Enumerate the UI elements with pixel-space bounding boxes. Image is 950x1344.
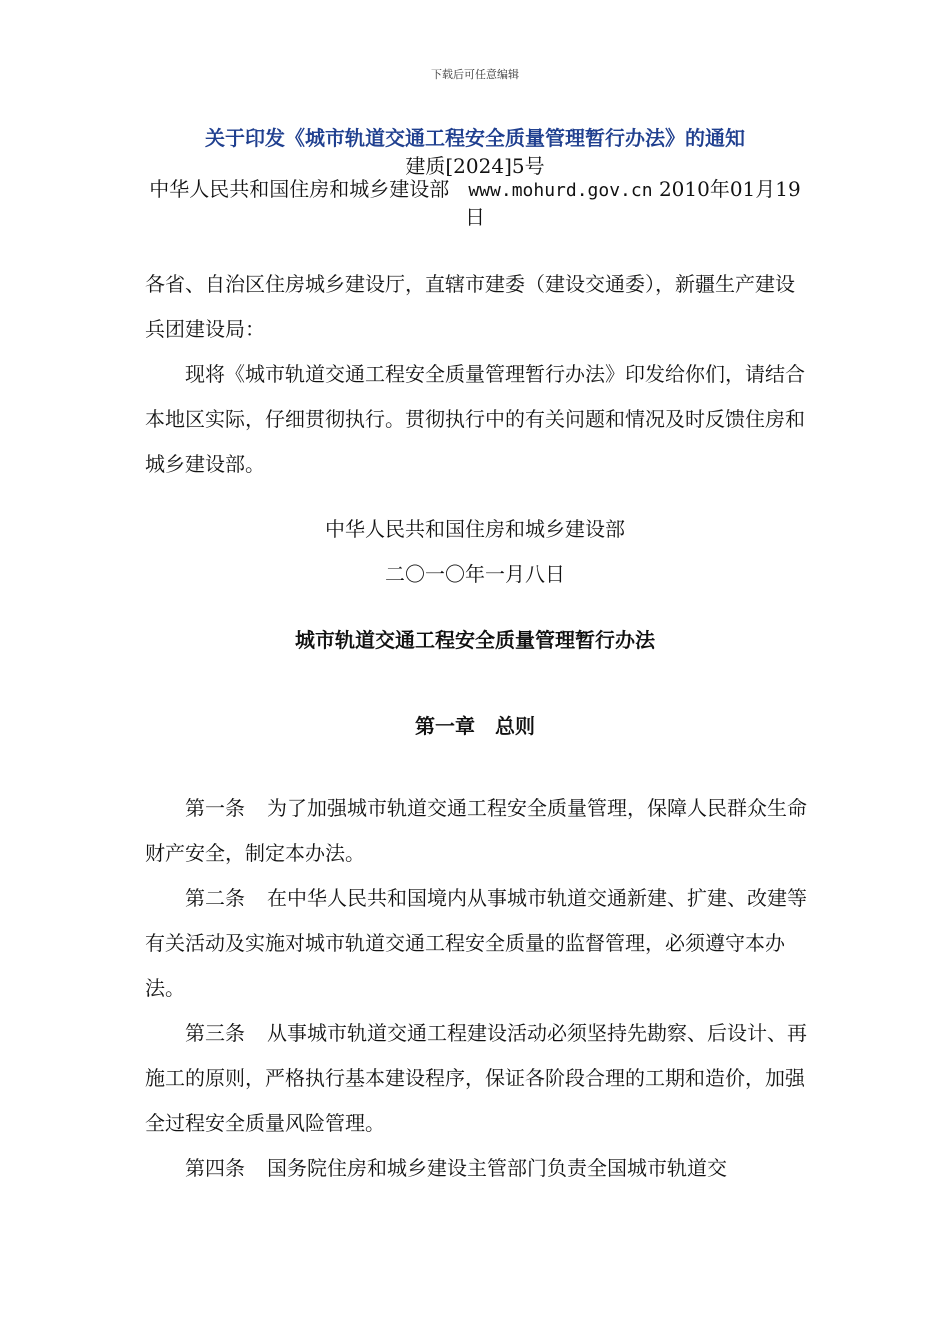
article-item bbox=[145, 876, 807, 1011]
source-url[interactable]: www.mohurd.gov.cn bbox=[468, 180, 653, 201]
source-date: 2010年01月19日 bbox=[465, 177, 801, 229]
article-text: 从事城市轨道交通工程建设活动必须坚持先勘察、后设计、再施工的原则，严格执行基本建设程序，保证各阶段合理的工期和造价，加强全过程安全质量风险管理。 bbox=[145, 1021, 807, 1135]
article-label: 第一条 bbox=[185, 796, 245, 820]
article-text: 在中华人民共和国境内从事城市轨道交通新建、扩建、改建等有关活动及实施对城市轨道交通工程安全质量的监督管理，必须遵守本办法。 bbox=[145, 886, 807, 1000]
source-org: 中华人民共和国住房和城乡建设部 bbox=[149, 177, 450, 201]
document-number: 建质[2024]5号 bbox=[405, 154, 545, 178]
recipients-text: 各省、自治区住房城乡建设厅，直辖市建委（建设交通委），新疆生产建设兵团建设局： bbox=[145, 272, 795, 341]
article-item bbox=[145, 786, 807, 876]
notice-body-text: 现将《城市轨道交通工程安全质量管理暂行办法》印发给你们，请结合本地区实际，仔细贯彻执行。贯彻执行中的有关问题和情况及时反馈住房和城乡建设部。 bbox=[145, 362, 805, 476]
recipients-paragraph bbox=[145, 262, 807, 487]
article-item bbox=[145, 1011, 807, 1146]
signature-org: 中华人民共和国住房和城乡建设部 bbox=[325, 517, 625, 541]
article-label: 第二条 bbox=[185, 886, 245, 910]
article-text: 为了加强城市轨道交通工程安全质量管理，保障人民群众生命财产安全，制定本办法。 bbox=[145, 796, 807, 865]
chapter-heading: 第一章 总则 bbox=[415, 714, 535, 738]
article-label: 第四条 bbox=[185, 1156, 245, 1180]
document-source bbox=[140, 176, 810, 230]
notice-title: 关于印发《城市轨道交通工程安全质量管理暂行办法》的通知 bbox=[205, 126, 745, 150]
signature-date: 二〇一〇年一月八日 bbox=[385, 562, 565, 586]
regulation-title: 城市轨道交通工程安全质量管理暂行办法 bbox=[295, 628, 655, 652]
articles-list bbox=[145, 786, 807, 1191]
header-note: 下载后可任意编辑 bbox=[431, 68, 519, 81]
article-label: 第三条 bbox=[185, 1021, 245, 1045]
article-text: 国务院住房和城乡建设主管部门负责全国城市轨道交 bbox=[267, 1156, 727, 1180]
article-item bbox=[145, 1146, 807, 1191]
